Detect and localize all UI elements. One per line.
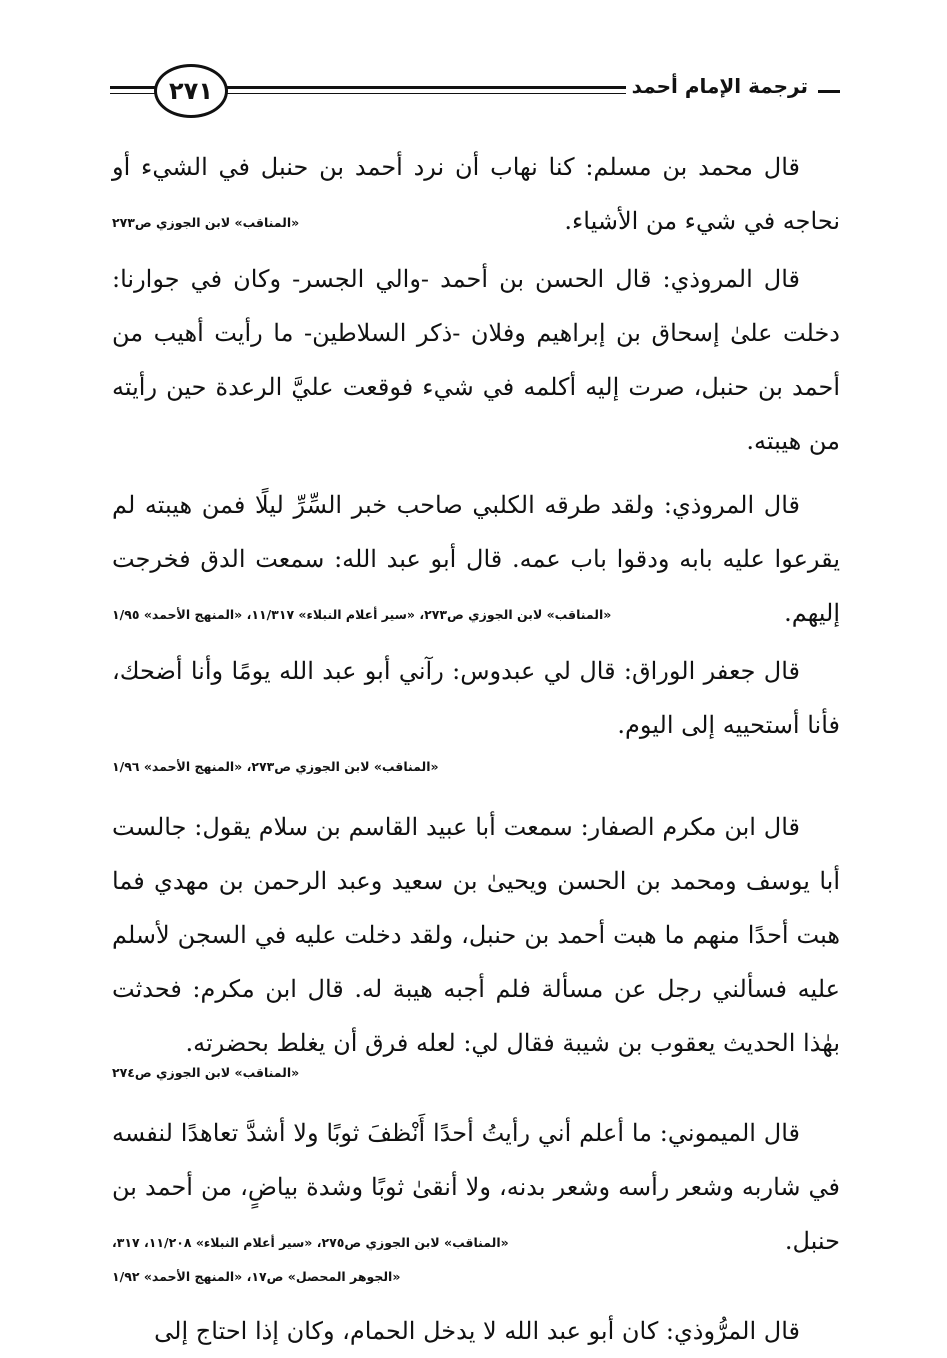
reference: «المناقب» لابن الجوزي ص٢٧٣، «المنهج الأحمد» ١/٩٦ bbox=[112, 759, 439, 774]
header-rule-left-thin bbox=[110, 93, 155, 94]
paragraph: قال المروذي: ولقد طرقه الكلبي صاحب خبر السِّرِّ ليلًا فمن هيبته لم يقرعوا عليه بابه ودقوا باب عمه. قال أبو عبد الله: سمعت الدق فخرجت إليهم. bbox=[112, 491, 840, 627]
reference: «المناقب» لابن الجوزي ص٢٧٣ bbox=[112, 215, 300, 230]
header-rule bbox=[218, 86, 660, 89]
header-rule-thin bbox=[218, 93, 660, 94]
paragraph: قال ابن مكرم الصفار: سمعت أبا عبيد القاسم بن سلام يقول: جالست أبا يوسف ومحمد بن الحسن ويحيىٰ بن سعيد وعبد الرحمن بن مهدي فما هبت أحدًا منهم ما هبت أحمد بن حنبل، ولقد دخلت عليه في السجن لأسلم عليه فسألني رجل عن مسألة فلم أجبه هيبة له. قال ابن مكرم: فحدثت بهٰذا الحديث يعقوب بن شيبة فقال لي: لعله فرق أن يغلط بحضرته. bbox=[112, 813, 840, 1057]
header-rule-right bbox=[818, 90, 840, 93]
paragraph: قال الميموني: ما أعلم أني رأيتُ أحدًا أَنْظفَ ثوبًا ولا أشدَّ تعاهدًا لنفسه في شاربه وشعر رأسه وشعر بدنه، ولا أنقىٰ ثوبًا وشدة بياضٍ، من أحمد بن حنبل. bbox=[112, 1119, 841, 1255]
page-header bbox=[110, 64, 840, 120]
paragraph: قال محمد بن مسلم: كنا نهاب أن نرد أحمد بن حنبل في الشيء أو نحاجه في شيء من الأشياء. bbox=[112, 153, 840, 235]
running-title: ترجمة الإمام أحمد bbox=[626, 74, 814, 98]
reference: «الجوهر المحصل» ص١٧، «المنهج الأحمد» ١/٩٢ bbox=[112, 1269, 401, 1284]
reference: «المناقب» لابن الجوزي ص٢٧٥، «سير أعلام النبلاء» ١١/٢٠٨، ٣١٧، bbox=[112, 1235, 509, 1250]
paragraph: قال المرُّوذي: كان أبو عبد الله لا يدخل الحمام، وكان إذا احتاج إلى bbox=[154, 1317, 800, 1345]
reference: «المناقب» لابن الجوزي ص٢٧٤ bbox=[112, 1065, 300, 1080]
reference: «المناقب» لابن الجوزي ص٢٧٣، «سير أعلام النبلاء» ١١/٣١٧، «المنهج الأحمد» ١/٩٥ bbox=[112, 607, 612, 622]
header-rule-left bbox=[110, 86, 155, 89]
paragraph: قال المروذي: قال الحسن بن أحمد -والي الجسر- وكان في جوارنا: دخلت علىٰ إسحاق بن إبراهيم وفلان -ذكر السلاطين- ما رأيت أهيب من أحمد بن حنبل، صرت إليه أكلمه في شيء فوقعت عليَّ الرعدة حين رأيته من هيبته. bbox=[112, 265, 840, 455]
paragraph: قال جعفر الوراق: قال لي عبدوس: رآني أبو عبد الله يومًا وأنا أضحك، فأنا أستحييه إلى اليوم. bbox=[112, 657, 840, 739]
page-body bbox=[112, 140, 840, 1358]
page-number: ٢٧١ bbox=[154, 64, 228, 118]
